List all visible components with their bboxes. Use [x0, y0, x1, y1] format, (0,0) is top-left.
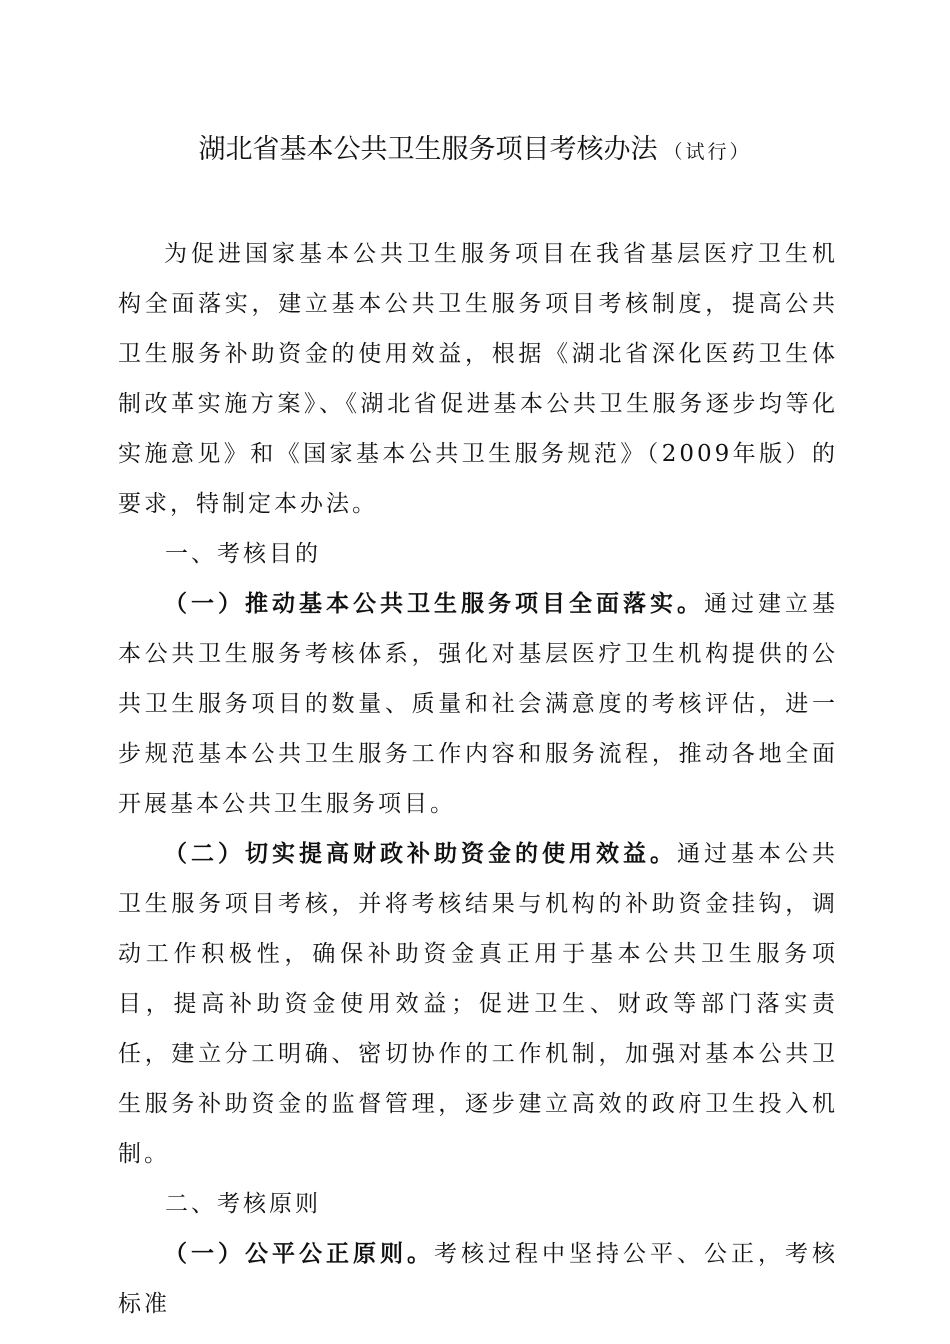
item-text: 考核过程中坚持公平、公正，考核标准	[118, 1241, 838, 1317]
section-1-heading: 一、考核目的	[165, 541, 321, 567]
document-body	[118, 229, 838, 1329]
item-text: 通过基本公共卫生服务项目考核，并将考核结果与机构的补助资金挂钩，调动工作积极性，确保补助资金真正用于基本公共卫生服务项目，提高补助资金使用效益；促进卫生、财政等部门落实责任，建立分工明确、密切协作的工作机制，加强对基本公共卫生服务补助资金的监督管理，逐步建立高效的政府卫生投入机制。	[118, 841, 838, 1167]
title-text: 湖北省基本公共卫生服务项目考核办法	[198, 134, 658, 165]
section-1-item-1	[118, 579, 838, 829]
intro-paragraph: 为促进国家基本公共卫生服务项目在我省基层医疗卫生机构全面落实，建立基本公共卫生服务项目考核制度，提高公共卫生服务补助资金的使用效益，根据《湖北省深化医药卫生体制改革实施方案》、《湖北省促进基本公共卫生服务逐步均等化实施意见》和《国家基本公共卫生服务规范》（2009年版）的要求，特制定本办法。	[118, 241, 838, 517]
section-2-heading: 二、考核原则	[165, 1191, 321, 1217]
section-1-item-2	[118, 829, 838, 1179]
item-lead: （二）切实提高财政补助资金的使用效益。	[164, 840, 677, 867]
item-lead: （一）公平公正原则。	[164, 1240, 434, 1267]
item-lead: （一）推动基本公共卫生服务项目全面落实。	[164, 590, 704, 617]
section-2-item-1	[118, 1229, 838, 1329]
document-title	[0, 130, 950, 172]
item-text: 通过建立基本公共卫生服务考核体系，强化对基层医疗卫生机构提供的公共卫生服务项目的数量、质量和社会满意度的考核评估，进一步规范基本公共卫生服务工作内容和服务流程，推动各地全面开展基本公共卫生服务项目。	[118, 591, 838, 817]
title-suffix: （试行）	[663, 141, 752, 163]
